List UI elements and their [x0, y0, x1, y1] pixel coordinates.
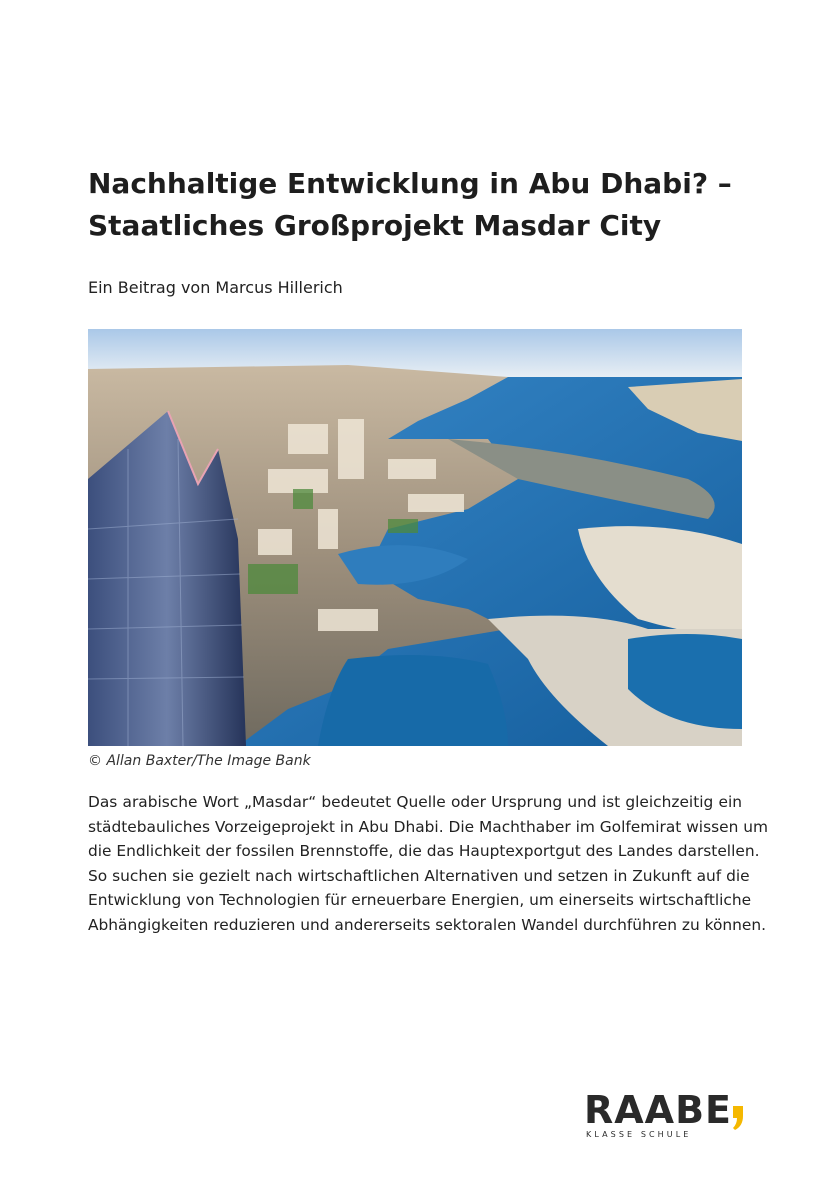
- title-line-2: Staatliches Großprojekt Masdar City: [88, 209, 662, 242]
- body-line: städtebauliches Vorzeigeprojekt in Abu Dhabi. Die Machthaber im Golfemirat wissen um: [88, 817, 768, 836]
- author-line: Ein Beitrag von Marcus Hillerich: [88, 278, 343, 297]
- aerial-city-photo: [88, 329, 742, 746]
- logo-tagline: KLASSE SCHULE: [586, 1130, 692, 1139]
- raabe-logo: [584, 1090, 754, 1150]
- body-line: Das arabische Wort „Masdar“ bedeutet Quelle oder Ursprung und ist gleichzeitig ein: [88, 793, 742, 811]
- photo-caption: © Allan Baxter/The Image Bank: [88, 753, 311, 769]
- title-line-1: Nachhaltige Entwicklung in Abu Dhabi? –: [88, 167, 732, 200]
- intro-paragraph: [88, 790, 768, 937]
- body-line: So suchen sie gezielt nach wirtschaftlichen Alternativen und setzen in Zukunft auf die: [88, 866, 750, 885]
- body-line: Entwicklung von Technologien für erneuerbare Energien, um einerseits wirtschaftliche: [88, 891, 752, 909]
- body-line: Abhängigkeiten reduzieren und andererseits sektoralen Wandel durchführen zu können.: [88, 915, 767, 934]
- page-title: [88, 163, 768, 247]
- logo-comma-icon: [732, 1106, 744, 1130]
- logo-wordmark: RAABE: [584, 1088, 733, 1132]
- body-line: die Endlichkeit der fossilen Brennstoffe, die das Hauptexportgut des Landes darstellen.: [88, 842, 760, 860]
